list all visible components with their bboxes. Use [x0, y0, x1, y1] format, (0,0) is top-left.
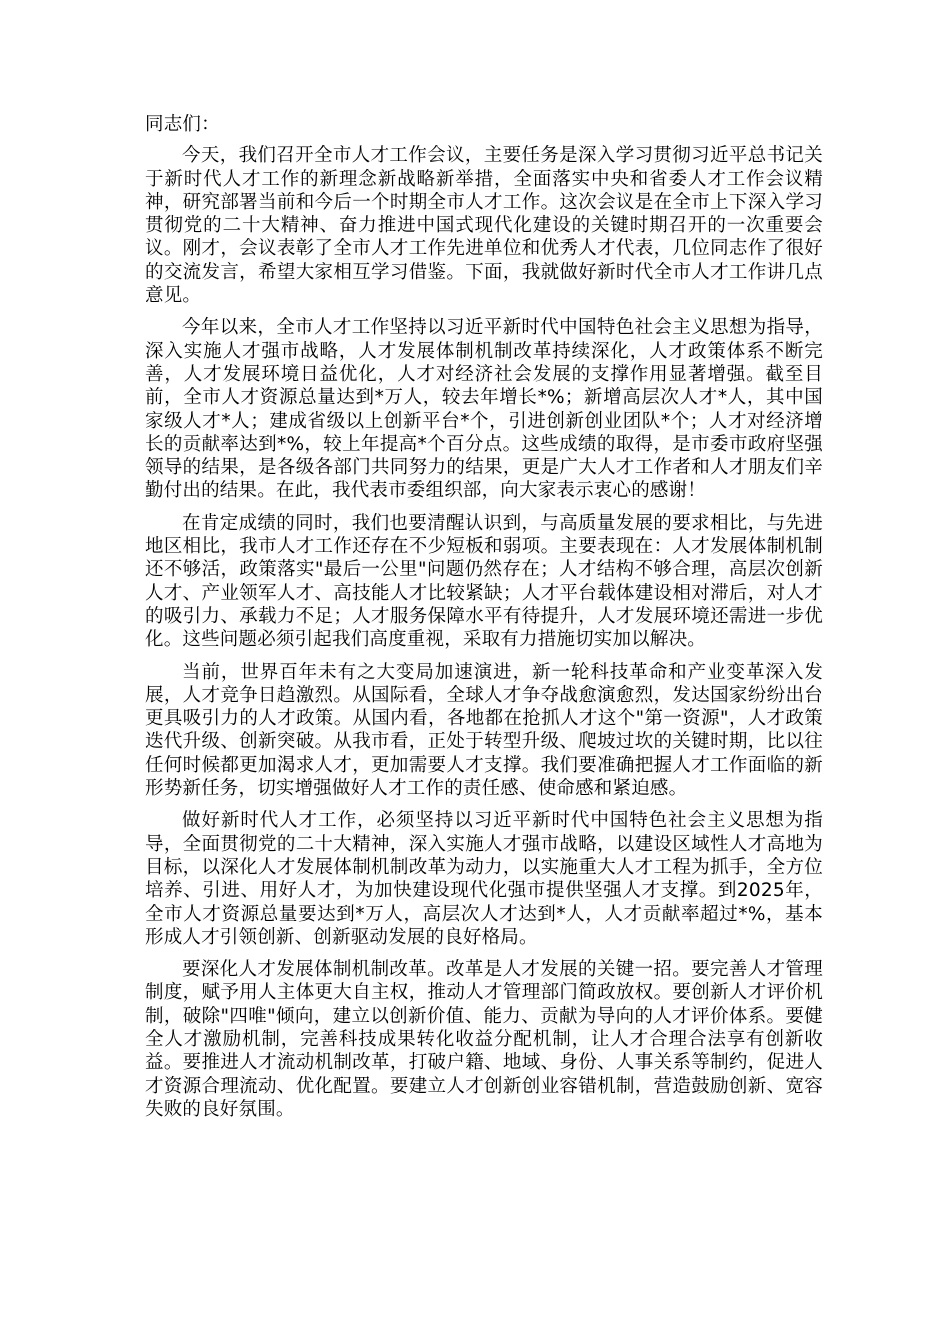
salutation: 同志们： [145, 114, 220, 135]
paragraph-reform: 要深化人才发展体制机制改革。改革是人才发展的关键一招。要完善人才管理制度，赋予用人主体更大自主权，推动人才管理部门简政放权。要创新人才评价机制，破除"四唯"倾向，建立以创新价值、能力、贡献为导向的人才评价体系。要健全人才激励机制，完善科技成果转化收益分配机制，让人才合理合法享有创新收益。要推进人才流动机制改革，打破户籍、地域、身份、人事关系等制约，促进人才资源合理流动、优化配置。要建立人才创新创业容错机制，营造鼓励创新、宽容失败的良好氛围。 [145, 959, 823, 1120]
document-body [145, 113, 823, 1130]
paragraph-opening: 今天，我们召开全市人才工作会议，主要任务是深入学习贯彻习近平总书记关于新时代人才工作的新理念新战略新举措，全面落实中央和省委人才工作会议精神，研究部署当前和今后一个时期全市人才工作。这次会议是在全市上下深入学习贯彻党的二十大精神、奋力推进中国式现代化建设的关键时期召开的一次重要会议。刚才，会议表彰了全市人才工作先进单位和优秀人才代表，几位同志作了很好的交流发言，希望大家相互学习借鉴。下面，我就做好新时代全市人才工作讲几点意见。 [145, 145, 823, 307]
paragraph-shortcomings: 在肯定成绩的同时，我们也要清醒认识到，与高质量发展的要求相比，与先进地区相比，我市人才工作还存在不少短板和弱项。主要表现在：人才发展体制机制还不够活，政策落实"最后一公里"问题仍然存在；人才结构不够合理，高层次创新人才、产业领军人才、高技能人才比较紧缺；人才平台载体建设相对滞后，对人才的吸引力、承载力不足；人才服务保障水平有待提升，人才发展环境还需进一步优化。这些问题必须引起我们高度重视，采取有力措施切实加以解决。 [145, 512, 823, 651]
paragraph-situation: 当前，世界百年未有之大变局加速演进，新一轮科技革命和产业变革深入发展，人才竞争日趋激烈。从国际看，全球人才争夺战愈演愈烈，发达国家纷纷出台更具吸引力的人才政策。从国内看，各地都在抢抓人才这个"第一资源"，人才政策迭代升级、创新突破。从我市看，正处于转型升级、爬坡过坎的关键时期，比以往任何时候都更加渴求人才，更加需要人才支撑。我们要准确把握人才工作面临的新形势新任务，切实增强做好人才工作的责任感、使命感和紧迫感。 [145, 661, 823, 800]
paragraph-achievements: 今年以来，全市人才工作坚持以习近平新时代中国特色社会主义思想为指导，深入实施人才强市战略，人才发展体制机制改革持续深化，人才政策体系不断完善，人才发展环境日益优化，人才对经济社会发展的支撑作用显著增强。截至目前，全市人才资源总量达到*万人，较去年增长*%；新增高层次人才*人，其中国家级人才*人；建成省级以上创新平台*个，引进创新创业团队*个；人才对经济增长的贡献率达到*%，较上年提高*个百分点。这些成绩的取得，是市委市政府坚强领导的结果，是各级各部门共同努力的结果，更是广大人才工作者和人才朋友们辛勤付出的结果。在此，我代表市委组织部，向大家表示衷心的感谢！ [145, 317, 823, 502]
paragraph-goals: 做好新时代人才工作，必须坚持以习近平新时代中国特色社会主义思想为指导，全面贯彻党的二十大精神，深入实施人才强市战略，以建设区域性人才高地为目标，以深化人才发展体制机制改革为动力，以实施重大人才工程为抓手，全方位培养、引进、用好人才，为加快建设现代化强市提供坚强人才支撑。到2025年，全市人才资源总量要达到*万人，高层次人才达到*人，人才贡献率超过*%，基本形成人才引领创新、创新驱动发展的良好格局。 [145, 810, 823, 948]
